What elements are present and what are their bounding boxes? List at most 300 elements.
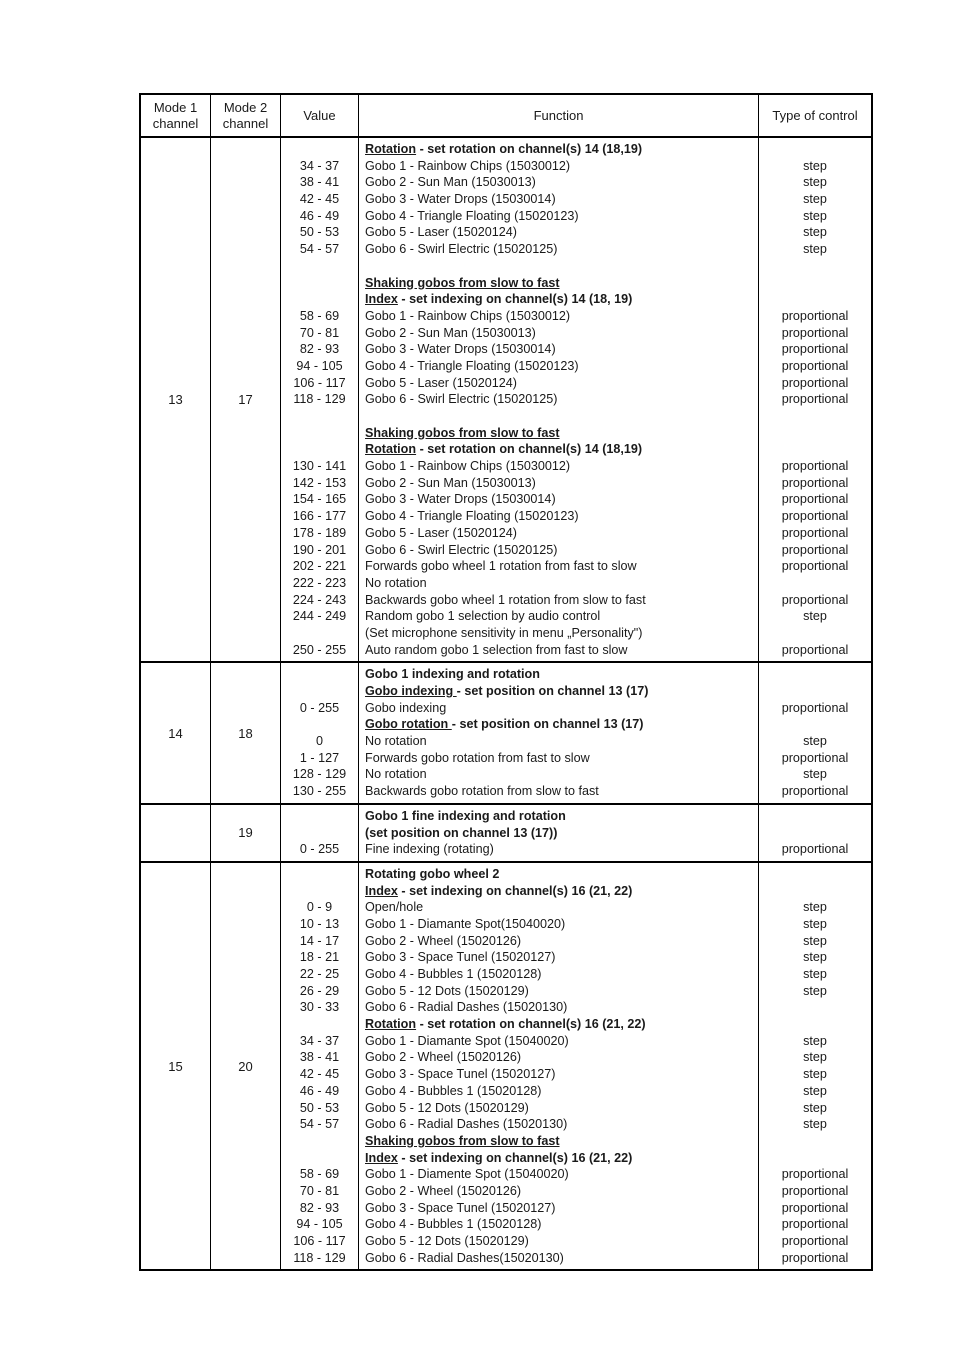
header-function: Function <box>359 95 759 136</box>
type-cell: step <box>803 242 827 257</box>
function-text: - set position on channel 13 (17) <box>451 717 644 732</box>
function-cell <box>359 542 758 559</box>
type-cell: proportional <box>781 342 849 357</box>
function-cell <box>359 1250 758 1267</box>
type-cell: proportional <box>781 509 849 524</box>
value-cell <box>281 808 358 825</box>
value-cell: 94 - 105 <box>296 358 343 373</box>
function-cell <box>359 766 758 783</box>
function-text: Gobo 1 - Diamante Spot(15040020) <box>365 916 566 931</box>
function-text: Gobo 4 - Bubbles 1 (15020128) <box>365 1083 542 1098</box>
value-cell: 128 - 129 <box>292 767 347 782</box>
function-cell <box>359 866 758 883</box>
function-cell <box>359 966 758 983</box>
function-text: Forwards gobo rotation from fast to slow <box>365 750 590 765</box>
mode2-channel: 19 <box>211 805 281 861</box>
function-text: Backwards gobo rotation from slow to fast <box>365 784 599 799</box>
function-text: Gobo 3 - Water Drops (15030014) <box>365 342 556 357</box>
table-body <box>141 138 871 1269</box>
type-column <box>759 138 871 661</box>
type-cell: proportional <box>781 1234 849 1248</box>
function-text: Gobo 2 - Wheel (15020126) <box>365 1183 522 1198</box>
function-cell <box>359 916 758 933</box>
type-cell <box>759 408 871 425</box>
function-text: Gobo indexing <box>365 700 447 715</box>
type-cell: step <box>803 1033 827 1048</box>
function-cell <box>359 491 758 508</box>
mode1-channel: 13 <box>141 138 211 661</box>
channel-block <box>141 661 871 803</box>
value-cell: 224 - 243 <box>292 592 347 607</box>
value-cell: 166 - 177 <box>292 509 347 524</box>
value-cell: 50 - 53 <box>299 225 340 240</box>
function-heading-keyword: Index <box>365 1150 398 1165</box>
value-cell: 58 - 69 <box>299 308 340 323</box>
type-cell: proportional <box>781 325 849 340</box>
value-cell: 34 - 37 <box>299 1033 340 1048</box>
function-cell <box>359 1216 758 1233</box>
function-text: Gobo 3 - Water Drops (15030014) <box>365 492 556 507</box>
function-cell <box>359 808 758 825</box>
type-cell: step <box>803 734 827 749</box>
function-cell <box>359 825 758 842</box>
function-text: Gobo 6 - Radial Dashes (15020130) <box>365 1117 568 1132</box>
function-cell <box>359 141 758 158</box>
function-cell <box>359 883 758 900</box>
function-text: Gobo 1 - Rainbow Chips (15030012) <box>365 308 571 323</box>
function-column <box>359 805 759 861</box>
type-cell: step <box>803 767 827 782</box>
function-text: Gobo 6 - Radial Dashes(15020130) <box>365 1250 564 1265</box>
function-text: - set indexing on channel(s) 16 (21, 22) <box>397 883 633 898</box>
function-text: No rotation <box>365 575 427 590</box>
function-text: Gobo 1 fine indexing and rotation <box>365 808 566 823</box>
value-cell: 244 - 249 <box>292 609 347 624</box>
value-cell: 190 - 201 <box>292 542 347 557</box>
function-heading-keyword: Rotation <box>365 1017 417 1032</box>
value-cell: 250 - 255 <box>292 642 347 657</box>
value-cell <box>281 408 358 425</box>
value-cell <box>281 825 358 842</box>
function-cell <box>359 258 758 275</box>
value-cell: 42 - 45 <box>299 1067 340 1082</box>
type-cell: proportional <box>781 475 849 490</box>
type-cell <box>759 1016 871 1033</box>
function-cell <box>359 1183 758 1200</box>
value-cell <box>281 291 358 308</box>
function-text: Gobo 4 - Triangle Floating (15020123) <box>365 509 579 524</box>
function-cell <box>359 1083 758 1100</box>
function-text: - set rotation on channel(s) 14 (18,19) <box>416 442 643 457</box>
value-cell: 0 <box>315 734 323 749</box>
value-cell <box>281 1150 358 1167</box>
type-cell: proportional <box>781 750 849 765</box>
value-cell: 42 - 45 <box>299 192 340 207</box>
value-cell: 70 - 81 <box>299 325 340 340</box>
function-column <box>359 863 759 1270</box>
type-column <box>759 663 871 803</box>
function-cell <box>359 224 758 241</box>
value-cell: 70 - 81 <box>299 1183 340 1198</box>
function-heading-keyword: Shaking gobos from slow to fast <box>365 425 560 440</box>
function-text: Gobo 2 - Sun Man (15030013) <box>365 325 536 340</box>
function-cell <box>359 1166 758 1183</box>
value-cell <box>281 883 358 900</box>
type-cell <box>759 1133 871 1150</box>
function-heading-keyword: Rotation <box>365 142 417 156</box>
function-cell <box>359 700 758 717</box>
function-text: Gobo 1 - Diamante Spot (15040020) <box>365 1033 569 1048</box>
type-cell: proportional <box>781 542 849 557</box>
function-cell <box>359 750 758 767</box>
function-text: - set rotation on channel(s) 16 (21, 22) <box>416 1017 646 1032</box>
function-text: Forwards gobo wheel 1 rotation from fast to slow <box>365 559 637 574</box>
type-cell <box>759 258 871 275</box>
function-cell <box>359 525 758 542</box>
function-text: Gobo 5 - Laser (15020124) <box>365 375 517 390</box>
function-text: Gobo 2 - Sun Man (15030013) <box>365 475 536 490</box>
value-cell: 22 - 25 <box>299 967 340 981</box>
function-text: Gobo 3 - Space Tunel (15020127) <box>365 950 556 965</box>
type-cell: proportional <box>781 1200 849 1215</box>
value-cell: 106 - 117 <box>293 375 346 390</box>
value-cell <box>281 666 358 683</box>
function-cell <box>359 733 758 750</box>
mode1-channel <box>141 805 211 861</box>
function-text: Open/hole <box>365 900 424 915</box>
value-cell: 106 - 117 <box>293 1234 346 1248</box>
value-cell: 54 - 57 <box>299 1117 340 1132</box>
value-cell <box>281 866 358 883</box>
type-cell: proportional <box>781 784 849 799</box>
type-cell: proportional <box>781 559 849 574</box>
value-cell: 46 - 49 <box>299 1083 340 1098</box>
type-cell: proportional <box>781 1217 849 1232</box>
function-cell <box>359 291 758 308</box>
value-cell: 54 - 57 <box>299 242 340 257</box>
header-mode2: Mode 2 channel <box>211 95 281 136</box>
type-cell: step <box>803 192 827 207</box>
function-text: Gobo 2 - Sun Man (15030013) <box>365 175 536 190</box>
function-text: Gobo 6 - Swirl Electric (15020125) <box>365 392 558 407</box>
function-text: Gobo 6 - Swirl Electric (15020125) <box>365 542 558 557</box>
function-cell <box>359 275 758 292</box>
function-text: - set indexing on channel(s) 16 (21, 22) <box>397 1150 633 1165</box>
type-cell: proportional <box>781 459 849 474</box>
type-cell: step <box>803 983 827 998</box>
function-text: Gobo 5 - Laser (15020124) <box>365 525 517 540</box>
type-cell: step <box>803 950 827 965</box>
function-cell <box>359 375 758 392</box>
type-cell: proportional <box>781 392 849 407</box>
function-cell <box>359 783 758 800</box>
type-cell <box>759 441 871 458</box>
function-cell <box>359 1033 758 1050</box>
function-cell <box>359 841 758 858</box>
function-cell <box>359 999 758 1016</box>
function-cell <box>359 308 758 325</box>
function-cell <box>359 949 758 966</box>
function-cell <box>359 983 758 1000</box>
type-cell: step <box>803 1083 827 1098</box>
value-cell: 202 - 221 <box>292 559 347 574</box>
header-type: Type of control <box>772 107 858 123</box>
function-text: Gobo 1 - Rainbow Chips (15030012) <box>365 459 571 474</box>
value-cell <box>281 1133 358 1150</box>
function-text: Gobo 4 - Bubbles 1 (15020128) <box>365 967 542 981</box>
value-cell: 178 - 189 <box>292 525 347 540</box>
function-cell <box>359 716 758 733</box>
value-cell: 222 - 223 <box>292 575 347 590</box>
function-text: Gobo 3 - Space Tunel (15020127) <box>365 1067 556 1082</box>
function-text: Gobo 1 - Diamente Spot (15040020) <box>365 1167 569 1182</box>
function-heading-keyword: Index <box>365 883 398 898</box>
value-cell: 26 - 29 <box>299 983 340 998</box>
function-cell <box>359 458 758 475</box>
value-column <box>281 863 359 1270</box>
function-heading-keyword: Shaking gobos from slow to fast <box>365 1133 560 1148</box>
function-text: Gobo 6 - Radial Dashes (15020130) <box>365 1000 568 1015</box>
value-cell: 142 - 153 <box>292 475 347 490</box>
function-text: Gobo 3 - Water Drops (15030014) <box>365 192 556 207</box>
value-cell <box>281 258 358 275</box>
type-cell <box>759 425 871 442</box>
value-cell: 58 - 69 <box>299 1167 340 1182</box>
type-cell: proportional <box>781 308 849 323</box>
type-cell: step <box>803 1100 827 1115</box>
value-cell: 46 - 49 <box>299 208 340 223</box>
type-cell: proportional <box>781 375 849 390</box>
value-column <box>281 663 359 803</box>
function-cell <box>359 1200 758 1217</box>
type-cell: proportional <box>781 842 849 857</box>
function-text: Gobo 5 - 12 Dots (15020129) <box>365 1234 529 1248</box>
value-cell: 34 - 37 <box>299 158 340 173</box>
channel-block <box>141 803 871 861</box>
value-column <box>281 805 359 861</box>
value-cell: 38 - 41 <box>299 175 340 190</box>
type-cell <box>759 999 871 1016</box>
value-cell <box>281 1016 358 1033</box>
value-cell: 118 - 129 <box>293 392 346 407</box>
header-value: Value <box>281 95 359 136</box>
value-cell <box>281 275 358 292</box>
channel-block <box>141 138 871 661</box>
value-cell: 0 - 255 <box>299 842 340 857</box>
function-cell <box>359 391 758 408</box>
type-cell <box>759 808 871 825</box>
type-cell: proportional <box>781 1250 849 1265</box>
function-cell <box>359 341 758 358</box>
function-cell <box>359 241 758 258</box>
function-cell <box>359 558 758 575</box>
function-cell <box>359 1150 758 1167</box>
function-cell <box>359 575 758 592</box>
type-cell: step <box>803 900 827 915</box>
type-cell: proportional <box>781 1167 849 1182</box>
function-text: Random gobo 1 selection by audio control <box>365 609 601 624</box>
value-cell <box>281 141 358 158</box>
function-cell <box>359 158 758 175</box>
function-text: Gobo 2 - Wheel (15020126) <box>365 933 522 948</box>
value-cell <box>281 425 358 442</box>
value-cell: 18 - 21 <box>299 950 340 965</box>
function-text: Gobo 1 indexing and rotation <box>365 667 540 682</box>
value-cell: 130 - 255 <box>292 784 347 799</box>
type-cell <box>759 141 871 158</box>
function-text: Gobo 4 - Triangle Floating (15020123) <box>365 358 579 373</box>
function-cell <box>359 174 758 191</box>
function-cell <box>359 1133 758 1150</box>
function-heading-keyword: Index <box>365 292 398 307</box>
function-cell <box>359 642 758 659</box>
function-cell <box>359 208 758 225</box>
function-text: Gobo 3 - Space Tunel (15020127) <box>365 1200 556 1215</box>
function-heading-keyword: Shaking gobos from slow to fast <box>365 275 560 290</box>
function-text: Gobo 5 - Laser (15020124) <box>365 225 517 240</box>
function-text: Rotating gobo wheel 2 <box>365 866 500 881</box>
function-cell <box>359 1066 758 1083</box>
type-cell: step <box>803 1117 827 1132</box>
function-cell <box>359 358 758 375</box>
type-cell <box>759 575 871 592</box>
mode2-channel: 20 <box>211 863 281 1270</box>
function-cell <box>359 191 758 208</box>
mode2-channel: 17 <box>211 138 281 661</box>
type-cell <box>759 275 871 292</box>
function-text: Gobo 5 - 12 Dots (15020129) <box>365 1100 529 1115</box>
function-cell <box>359 683 758 700</box>
value-cell <box>281 683 358 700</box>
header-mode1: Mode 1 channel <box>141 95 211 136</box>
function-cell <box>359 1100 758 1117</box>
type-cell: step <box>803 208 827 223</box>
type-cell: proportional <box>781 492 849 507</box>
value-cell <box>281 441 358 458</box>
type-cell <box>759 291 871 308</box>
function-cell <box>359 899 758 916</box>
value-cell: 1 - 127 <box>299 750 340 765</box>
function-cell <box>359 666 758 683</box>
type-cell: step <box>803 225 827 240</box>
function-column <box>359 138 759 661</box>
type-cell: step <box>803 916 827 931</box>
channel-block <box>141 861 871 1270</box>
type-cell: step <box>803 175 827 190</box>
function-cell <box>359 475 758 492</box>
function-text: Gobo 1 - Rainbow Chips (15030012) <box>365 158 571 173</box>
function-cell <box>359 508 758 525</box>
function-cell <box>359 441 758 458</box>
function-cell <box>359 1116 758 1133</box>
type-cell: step <box>803 158 827 173</box>
function-column <box>359 663 759 803</box>
value-cell: 82 - 93 <box>299 342 340 357</box>
type-column <box>759 805 871 861</box>
type-cell: step <box>803 1067 827 1082</box>
function-text: Gobo 2 - Wheel (15020126) <box>365 1050 522 1065</box>
function-text: Gobo 6 - Swirl Electric (15020125) <box>365 242 558 257</box>
type-column <box>759 863 871 1270</box>
value-cell: 154 - 165 <box>292 492 347 507</box>
table-header <box>141 95 871 138</box>
type-cell <box>759 1150 871 1167</box>
function-cell <box>359 408 758 425</box>
mode2-channel: 18 <box>211 663 281 803</box>
type-cell <box>759 716 871 733</box>
function-text: Fine indexing (rotating) <box>365 842 494 857</box>
function-text: (set position on channel 13 (17)) <box>365 825 558 840</box>
dmx-channel-table <box>139 93 873 1271</box>
function-text: Gobo 5 - 12 Dots (15020129) <box>365 983 529 998</box>
function-text: (Set microphone sensitivity in menu „Personality") <box>365 625 643 640</box>
function-text: Backwards gobo wheel 1 rotation from slow to fast <box>365 592 646 607</box>
function-text: - set indexing on channel(s) 14 (18, 19) <box>397 292 633 307</box>
function-text: No rotation <box>365 734 427 749</box>
type-cell <box>759 666 871 683</box>
value-cell: 38 - 41 <box>299 1050 340 1065</box>
value-cell: 118 - 129 <box>293 1250 346 1265</box>
type-cell <box>759 683 871 700</box>
type-cell: step <box>803 1050 827 1065</box>
function-cell <box>359 1049 758 1066</box>
function-text: No rotation <box>365 767 427 782</box>
type-cell <box>759 866 871 883</box>
function-cell <box>359 1016 758 1033</box>
function-cell <box>359 592 758 609</box>
type-cell: step <box>803 933 827 948</box>
function-heading-keyword: Rotation <box>365 442 417 457</box>
value-cell: 94 - 105 <box>296 1217 343 1232</box>
value-cell: 14 - 17 <box>299 933 340 948</box>
mode1-channel: 14 <box>141 663 211 803</box>
type-cell: step <box>803 609 827 624</box>
function-text: Gobo 4 - Bubbles 1 (15020128) <box>365 1217 542 1232</box>
mode1-channel: 15 <box>141 863 211 1270</box>
function-cell <box>359 1233 758 1250</box>
type-cell: proportional <box>781 1183 849 1198</box>
function-heading-keyword: Gobo rotation <box>365 717 452 732</box>
value-cell: 82 - 93 <box>299 1200 340 1215</box>
type-cell <box>759 825 871 842</box>
value-column <box>281 138 359 661</box>
value-cell: 0 - 9 <box>306 900 333 915</box>
value-cell <box>281 625 358 642</box>
function-text: - set rotation on channel(s) 14 (18,19) <box>416 142 643 156</box>
type-cell <box>759 883 871 900</box>
type-cell: proportional <box>781 525 849 540</box>
function-text: - set position on channel 13 (17) <box>456 684 649 698</box>
value-cell: 0 - 255 <box>299 700 340 715</box>
value-cell: 130 - 141 <box>292 459 347 474</box>
function-heading-keyword: Gobo indexing <box>365 684 457 698</box>
type-cell <box>759 625 871 642</box>
function-cell <box>359 325 758 342</box>
type-cell: proportional <box>781 358 849 373</box>
type-cell: step <box>803 967 827 981</box>
value-cell <box>281 716 358 733</box>
function-cell <box>359 425 758 442</box>
function-cell <box>359 608 758 625</box>
function-text: Gobo 4 - Triangle Floating (15020123) <box>365 208 579 223</box>
function-text: Auto random gobo 1 selection from fast to slow <box>365 642 628 657</box>
type-cell: proportional <box>781 592 849 607</box>
value-cell: 50 - 53 <box>299 1100 340 1115</box>
type-cell: proportional <box>781 642 849 657</box>
value-cell: 30 - 33 <box>299 1000 340 1015</box>
function-cell <box>359 933 758 950</box>
function-cell <box>359 625 758 642</box>
